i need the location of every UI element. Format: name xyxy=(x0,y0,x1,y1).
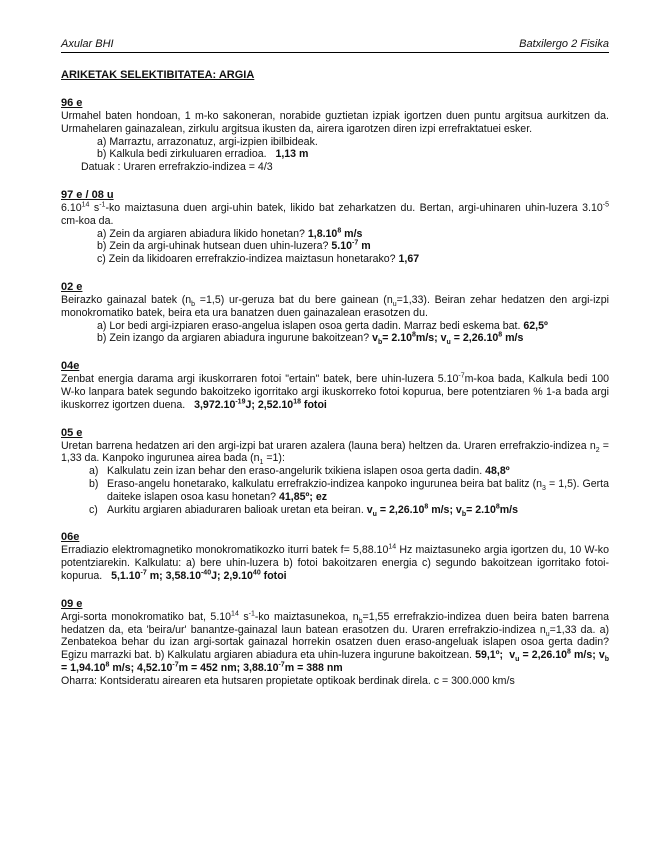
exercise-04 xyxy=(61,360,609,411)
question-b: b) Zein da argi-uhinak hutsean duen uhin-luzera? $5.10^{-7}$ m xyxy=(97,239,371,253)
exercise-09 xyxy=(61,598,609,688)
exercise-data: Datuak : Uraren errefrakzio-indizea = 4/3 xyxy=(81,161,273,174)
exercise-number: 09 e xyxy=(61,597,83,610)
answer: 48,8º xyxy=(485,465,510,478)
exercise-statement: Beirazko gainazal batek $(n_b =1,5)$ ur-geruza bat du bere gainean $(n_u=1,33)$. Beiran zehar hedatzen den argi-izpi monokromatiko batek, beira eta ura banatzen duen gainazalean erasotzen du. xyxy=(61,293,609,319)
question-c: c) Aurkitu argiaren abiaduraren balioak uretan eta beiran. $v_u = 2,26.10^8$ m/s; $v_b= 2.10^8m/s$ xyxy=(89,503,519,518)
exercise-note: Oharra: Kontsideratu airearen eta hutsaren propietate optikoak berdinak direla. c = 300.000 km/s xyxy=(61,674,515,687)
question-b: b) Eraso-angelu honetarako, kalkulatu errefrakzio-indizea kanpoko ingurunea beira bat balitz $(n_3 = 1,5)$. Gerta daiteke islapen osoa kasu honetan? 41,85º; ez xyxy=(89,477,609,503)
exercise-statement: Zenbat energia darama argi ikuskorraren fotoi "ertain" batek, bere uhin-luzera $5.10^{-7}m$-koa bada, Kalkula bedi 100 W-ko lanpara batek segundo bakoitzeko igorritako argi ikuskorreko fotoi kopurua, bere potentziaren % 1-a bada argi ikuskorrez igortzen duena. $3,972.10^{-19}J$; 2,52.10$^{18}$ fotoi xyxy=(61,372,609,411)
answer: 1,8.10$^8$ m/s xyxy=(307,227,363,240)
header-course: Batxilergo 2 Fisika xyxy=(519,38,609,50)
exercise-statement: Uretan barrena hedatzen ari den argi-izpi bat uraren azalera (launa bera) heltzen da. Uraren errefrakzio-indizea $n_2 = 1,33$ da. Kanpoko ingurunea airea bada $(n_1 =1)$: xyxy=(61,439,609,467)
exercise-number: 02 e xyxy=(61,280,83,293)
question-a: a) Kalkulatu zein izan behar den eraso-angelurik txikiena islapen osoa gerta dadin. 48,8º xyxy=(89,465,510,478)
answer: 59,1º; $v_u = 2,26.10^8$ m/s; $v_b = 1,94.10^8$ m/s; $4,52.10^{-7}m = 452$ nm; $3,88.10^{-7}m = 388$ nm xyxy=(61,648,610,674)
exercise-97 xyxy=(61,189,609,266)
exercise-number: 96 e xyxy=(61,97,83,109)
answer: $3,972.10^{-19}J$; 2,52.10$^{18}$ fotoi xyxy=(194,398,327,411)
question-a: a) Marraztu, arrazonatuz, argi-izpien ibilbideak. xyxy=(97,135,318,148)
exercise-statement: Erradiazio elektromagnetiko monokromatikozko iturri batek $f= 5,88.10^{14}$ Hz maiztasuneko argia igortzen du, 10 W-ko potentziarekin. Kalkulatu: a) bere uhin-luzera b) fotoi bakoitzaren energia c) segundo bakoitzean igorritako fotoi-kopurua. $5,1.10^{-7}$ m; $3,58.10^{-40}J$; 2,9.10$^{40}$ fotoi xyxy=(61,543,609,582)
answer: 62,5º xyxy=(523,319,548,332)
exercise-96 xyxy=(61,97,609,174)
exercise-number: 05 e xyxy=(61,426,83,439)
header-school: Axular BHI xyxy=(61,38,114,50)
question-b: b) Zein izango da argiaren abiadura ingurune bakoitzean? $v_b= 2.10^8m/s$; $v_u = 2,26.10^8$ m/s xyxy=(97,331,524,347)
answer: $v_b= 2.10^8m/s$; $v_u = 2,26.10^8$ m/s xyxy=(372,331,524,347)
answer: $v_u = 2,26.10^8$ m/s; $v_b= 2.10^8m/s$ xyxy=(366,503,519,518)
question-a: a) Zein da argiaren abiadura likido honetan? 1,8.10$^8$ m/s xyxy=(97,227,363,240)
exercise-number: 04e xyxy=(61,360,80,373)
exercise-statement: Argi-sorta monokromatiko bat, 5.10$^{14}$ $s^{-1}-ko$ maiztasunekoa, $n_b=1,55$ errefrakzio-indizea duen beira baten barrena hedatzen da, eta 'beira/ur' banantze-gainazal laun batean erasotzen du. Uraren errefrakzio-indizea $n_u=1,33$ da. a) Zenbatekoa behar du izan argi-sortak gainazal horrekin osatzen duen eraso-angeluak islapen osoa gerta dadin? Egizu marrazki bat. b) Kalkulatu argiaren abiadura eta uhin-luzera ingurune bakoitzean. 59,1º; $v_u = 2,26.10^8$ m/s; $v_b = 1,94.10^8$ m/s; $4,52.10^{-7}m = 452$ nm; $3,88.10^{-7}m = 388$ nm xyxy=(61,610,610,674)
question-a: a) Lor bedi argi-izpiaren eraso-angelua islapen osoa gerta dadin. Marraz bedi eskema bat. 62,5º xyxy=(97,319,548,332)
answer: $5.10^{-7}$ m xyxy=(331,239,371,253)
exercise-statement: Urmahel baten hondoan, 1 m-ko sakoneran, norabide guztietan izpiak igortzen duen puntu argitsua aurkitzen da. Urmahelaren gainazalean, zirkulu argitsua ikusten da, airera igarotzen diren izpi errefraktatuei esker. xyxy=(61,110,609,135)
page-header xyxy=(61,38,609,53)
question-c: c) Zein da likidoaren errefrakzio-indizea maiztasun honetarako? 1,67 xyxy=(97,253,420,266)
answer: 1,67 xyxy=(398,253,420,266)
question-b: b) Kalkula bedi zirkuluaren erradioa. 1,13 m xyxy=(97,148,309,161)
exercise-statement: 6.10$^{14}$ $s^{-1}-ko$ maiztasuna duen argi-uhin batek, likido bat zeharkatzen du. Bertan, argi-uhinaren uhin-luzera $3.10^{-5}$ cm-koa da. xyxy=(61,201,609,227)
exercise-number: 97 e / 08 u xyxy=(61,188,114,201)
answer: 41,85º; ez xyxy=(279,490,328,503)
answer: $5,1.10^{-7}$ m; $3,58.10^{-40}J$; 2,9.10$^{40}$ fotoi xyxy=(111,569,287,582)
exercise-number: 06e xyxy=(61,531,80,544)
exercise-02 xyxy=(61,281,609,345)
exercise-06 xyxy=(61,531,609,582)
answer: 1,13 m xyxy=(275,148,309,161)
document-page xyxy=(61,38,609,688)
exercise-05 xyxy=(61,427,609,517)
document-title: ARIKETAK SELEKTIBITATEA: ARGIA xyxy=(61,69,255,81)
